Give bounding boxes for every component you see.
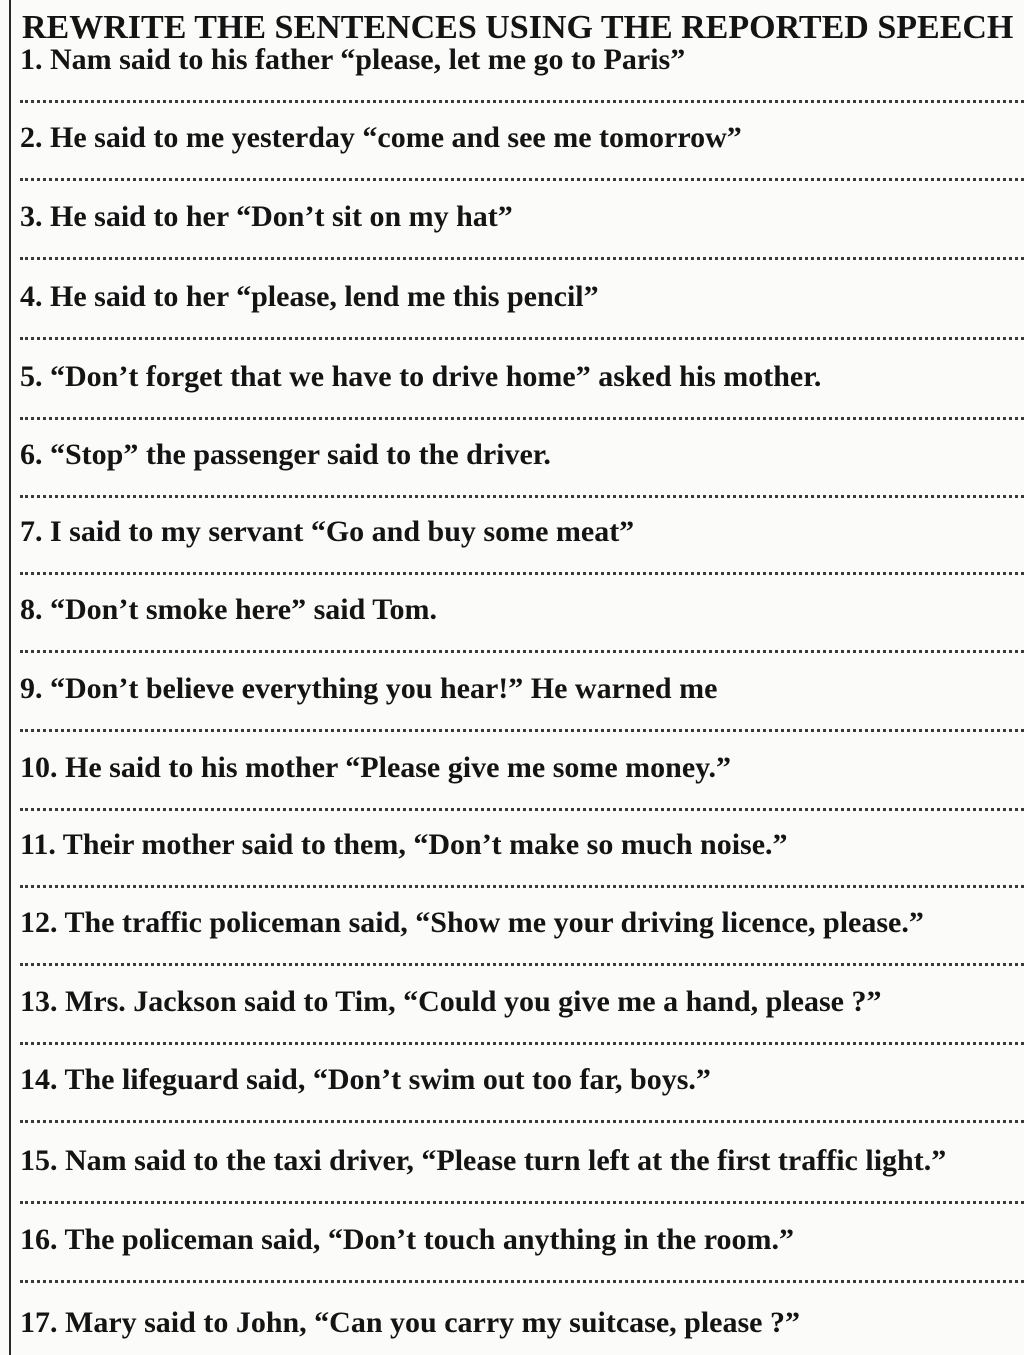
exercise-sentence: 11. Their mother said to them, “Don’t make so much noise.” xyxy=(20,828,788,861)
answer-dotted-line xyxy=(20,572,1024,575)
exercise-sentence: 12. The traffic policeman said, “Show me your driving licence, please.” xyxy=(20,906,924,939)
answer-dotted-line xyxy=(20,495,1024,498)
answer-dotted-line xyxy=(20,178,1024,181)
answer-dotted-line xyxy=(20,1280,1024,1283)
exercise-item-7 xyxy=(20,514,1020,592)
answer-dotted-line xyxy=(20,257,1024,260)
answer-dotted-line xyxy=(20,337,1024,340)
exercise-item-9 xyxy=(20,671,1020,749)
exercise-item-11 xyxy=(20,827,1020,905)
exercise-item-2 xyxy=(20,120,1020,198)
exercise-sentence: 17. Mary said to John, “Can you carry my suitcase, please ?” xyxy=(20,1306,800,1339)
exercise-sentence: 8. “Don’t smoke here” said Tom. xyxy=(20,593,437,626)
exercise-item-16 xyxy=(20,1222,1020,1300)
exercise-sentence: 5. “Don’t forget that we have to drive home” asked his mother. xyxy=(20,360,822,393)
exercise-sentence: 7. I said to my servant “Go and buy some meat” xyxy=(20,515,635,548)
exercise-sentence: 2. He said to me yesterday “come and see me tomorrow” xyxy=(20,121,742,154)
exercise-sentence: 16. The policeman said, “Don’t touch anything in the room.” xyxy=(20,1223,794,1256)
exercise-item-3 xyxy=(20,199,1020,277)
exercise-item-10 xyxy=(20,750,1020,828)
exercise-item-15 xyxy=(20,1143,1020,1221)
exercise-sentence: 3. He said to her “Don’t sit on my hat” xyxy=(20,200,513,233)
worksheet-heading: REWRITE THE SENTENCES USING THE REPORTED SPEECH xyxy=(22,9,1014,46)
exercise-item-4 xyxy=(20,279,1020,357)
answer-dotted-line xyxy=(20,1120,1024,1123)
exercise-sentence: 13. Mrs. Jackson said to Tim, “Could you give me a hand, please ?” xyxy=(20,985,882,1018)
exercise-sentence: 4. He said to her “please, lend me this pencil” xyxy=(20,280,599,313)
answer-dotted-line xyxy=(20,963,1024,966)
answer-dotted-line xyxy=(20,885,1024,888)
answer-dotted-line xyxy=(20,650,1024,653)
exercise-sentence: 14. The lifeguard said, “Don’t swim out too far, boys.” xyxy=(20,1063,711,1096)
answer-dotted-line xyxy=(20,808,1024,811)
exercise-sentence: 15. Nam said to the taxi driver, “Please turn left at the first traffic light.” xyxy=(20,1144,947,1177)
exercise-item-14 xyxy=(20,1062,1020,1140)
exercise-sentence: 10. He said to his mother “Please give me some money.” xyxy=(20,751,732,784)
page-left-border xyxy=(9,0,11,1355)
exercise-item-5 xyxy=(20,359,1020,437)
answer-dotted-line xyxy=(20,729,1024,732)
exercise-sentence: 9. “Don’t believe everything you hear!” He warned me xyxy=(20,672,718,705)
exercise-item-17 xyxy=(20,1305,1020,1353)
exercise-item-1 xyxy=(20,42,1020,120)
exercise-item-13 xyxy=(20,984,1020,1062)
answer-dotted-line xyxy=(20,100,1024,103)
exercise-sentence: 6. “Stop” the passenger said to the driver. xyxy=(20,438,551,471)
answer-dotted-line xyxy=(20,417,1024,420)
exercise-item-12 xyxy=(20,905,1020,983)
answer-dotted-line xyxy=(20,1042,1024,1045)
exercise-sentence: 1. Nam said to his father “please, let me go to Paris” xyxy=(20,43,686,76)
exercise-item-6 xyxy=(20,437,1020,515)
answer-dotted-line xyxy=(20,1201,1024,1204)
exercise-item-8 xyxy=(20,592,1020,670)
